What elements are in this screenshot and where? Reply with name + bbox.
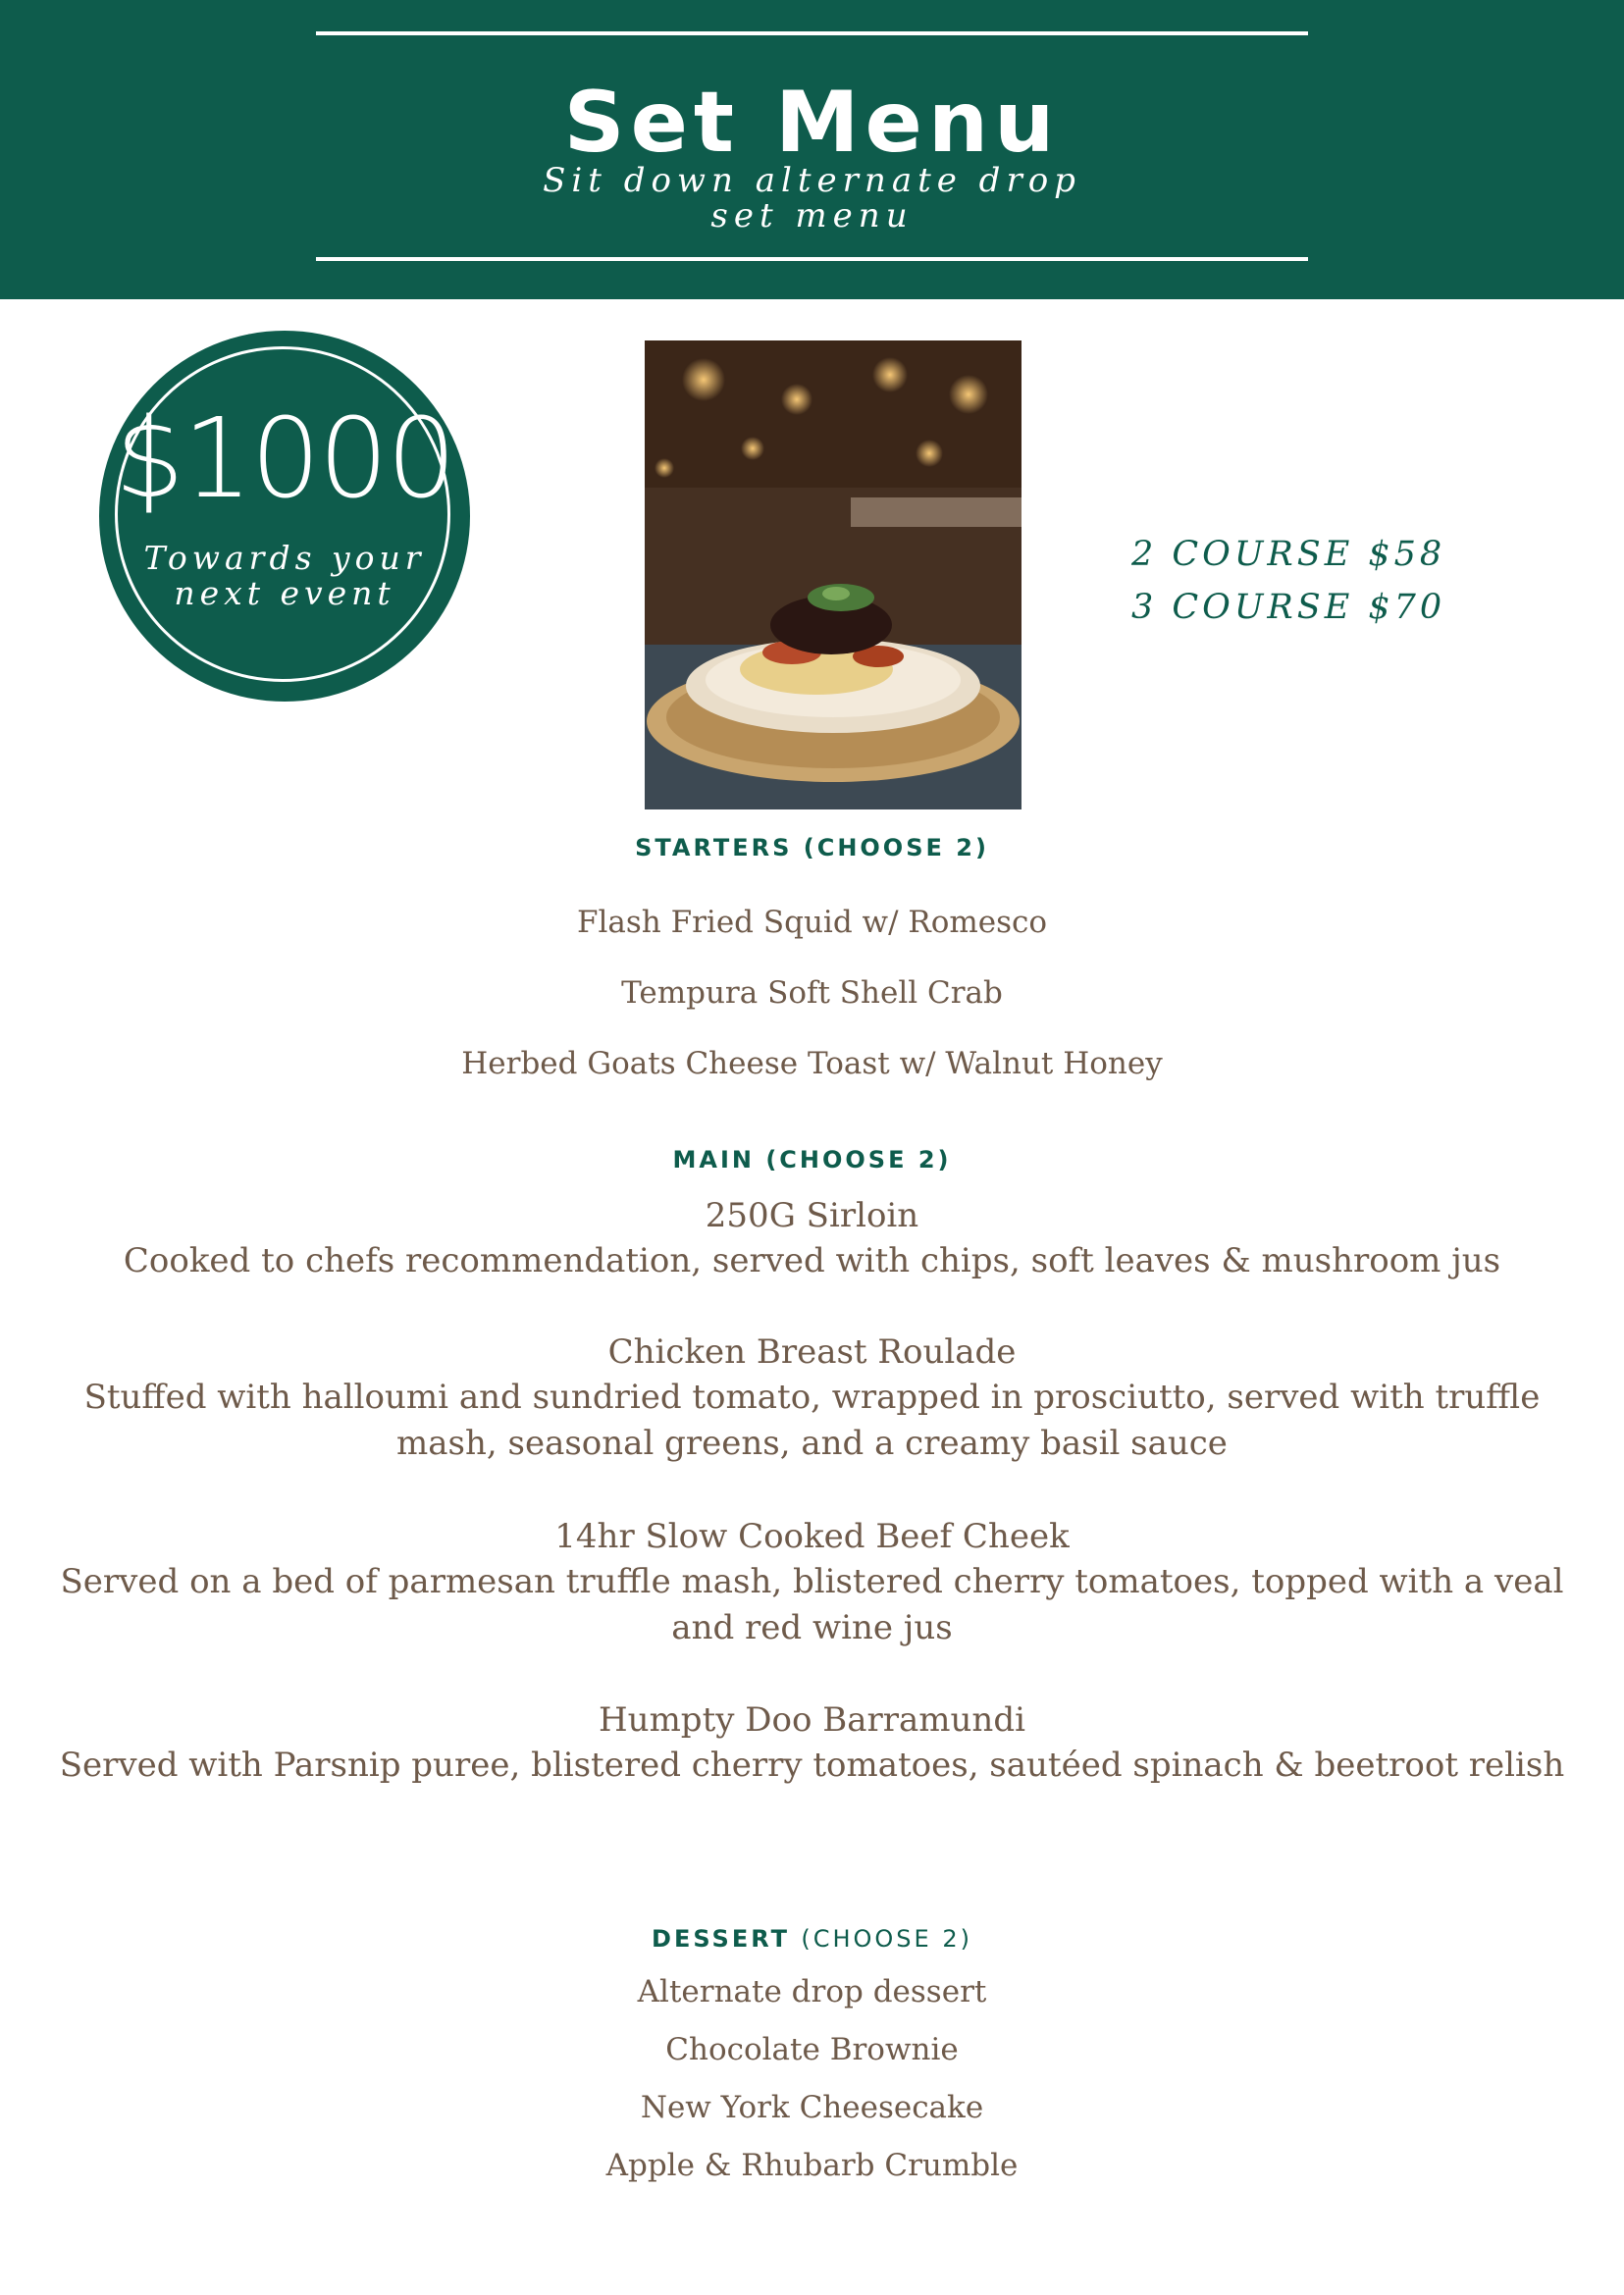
promo-text (99, 541, 470, 611)
main-item (39, 1193, 1585, 1284)
dessert-heading-label: DESSERT (652, 1925, 790, 1953)
main-item-name: Humpty Doo Barramundi (599, 1700, 1025, 1740)
starter-item: Flash Fried Squid w/ Romesco (576, 905, 1048, 940)
header-banner (0, 0, 1624, 299)
dessert-item: Alternate drop dessert (637, 1974, 987, 2009)
dish-photo-illustration (645, 340, 1022, 809)
main-item-name: Chicken Breast Roulade (607, 1332, 1017, 1372)
starter-item: Tempura Soft Shell Crab (621, 975, 1003, 1011)
subtitle-line-1: Sit down alternate drop (543, 161, 1081, 200)
dish-photo (645, 340, 1022, 809)
main-item-name: 250G Sirloin (705, 1196, 919, 1235)
header-bottom-rule (316, 257, 1308, 261)
main-heading: MAIN (CHOOSE 2) (672, 1146, 952, 1174)
promo-badge (99, 331, 470, 702)
main-item-desc: Served on a bed of parmesan truffle mash, blistered cherry tomatoes, topped with a veal and red wine jus (60, 1562, 1564, 1647)
main-item-desc: Stuffed with halloumi and sundried tomato, wrapped in prosciutto, served with truffle mash, seasonal greens, and a creamy basil sauce (83, 1378, 1541, 1463)
promo-text-line-1: Towards your (143, 539, 426, 577)
price-two-course: 2 COURSE $58 (1131, 535, 1446, 574)
dessert-heading (0, 1925, 1624, 1953)
main-item-desc: Served with Parsnip puree, blistered cherry tomatoes, sautéed spinach & beetroot relish (59, 1746, 1565, 1785)
dessert-item: Chocolate Brownie (665, 2032, 959, 2067)
promo-text-line-2: next event (174, 574, 395, 612)
promo-amount: $1000 (114, 395, 455, 523)
starters-heading: STARTERS (CHOOSE 2) (635, 834, 989, 861)
main-item-desc: Cooked to chefs recommendation, served with chips, soft leaves & mushroom jus (123, 1241, 1501, 1280)
dessert-item: Apple & Rhubarb Crumble (605, 2148, 1019, 2183)
main-item (39, 1330, 1585, 1467)
main-item (39, 1697, 1585, 1789)
header-top-rule (316, 31, 1308, 35)
main-item (39, 1514, 1585, 1651)
dessert-item: New York Cheesecake (640, 2090, 984, 2125)
page-title: Set Menu (563, 74, 1061, 172)
subtitle-line-2: set menu (710, 196, 914, 235)
dessert-heading-suffix: (CHOOSE 2) (801, 1925, 972, 1953)
course-prices (1131, 528, 1445, 634)
main-item-name: 14hr Slow Cooked Beef Cheek (554, 1517, 1070, 1556)
starter-item: Herbed Goats Cheese Toast w/ Walnut Honey (461, 1046, 1163, 1081)
page-subtitle (0, 163, 1624, 234)
price-three-course: 3 COURSE $70 (1131, 588, 1446, 627)
